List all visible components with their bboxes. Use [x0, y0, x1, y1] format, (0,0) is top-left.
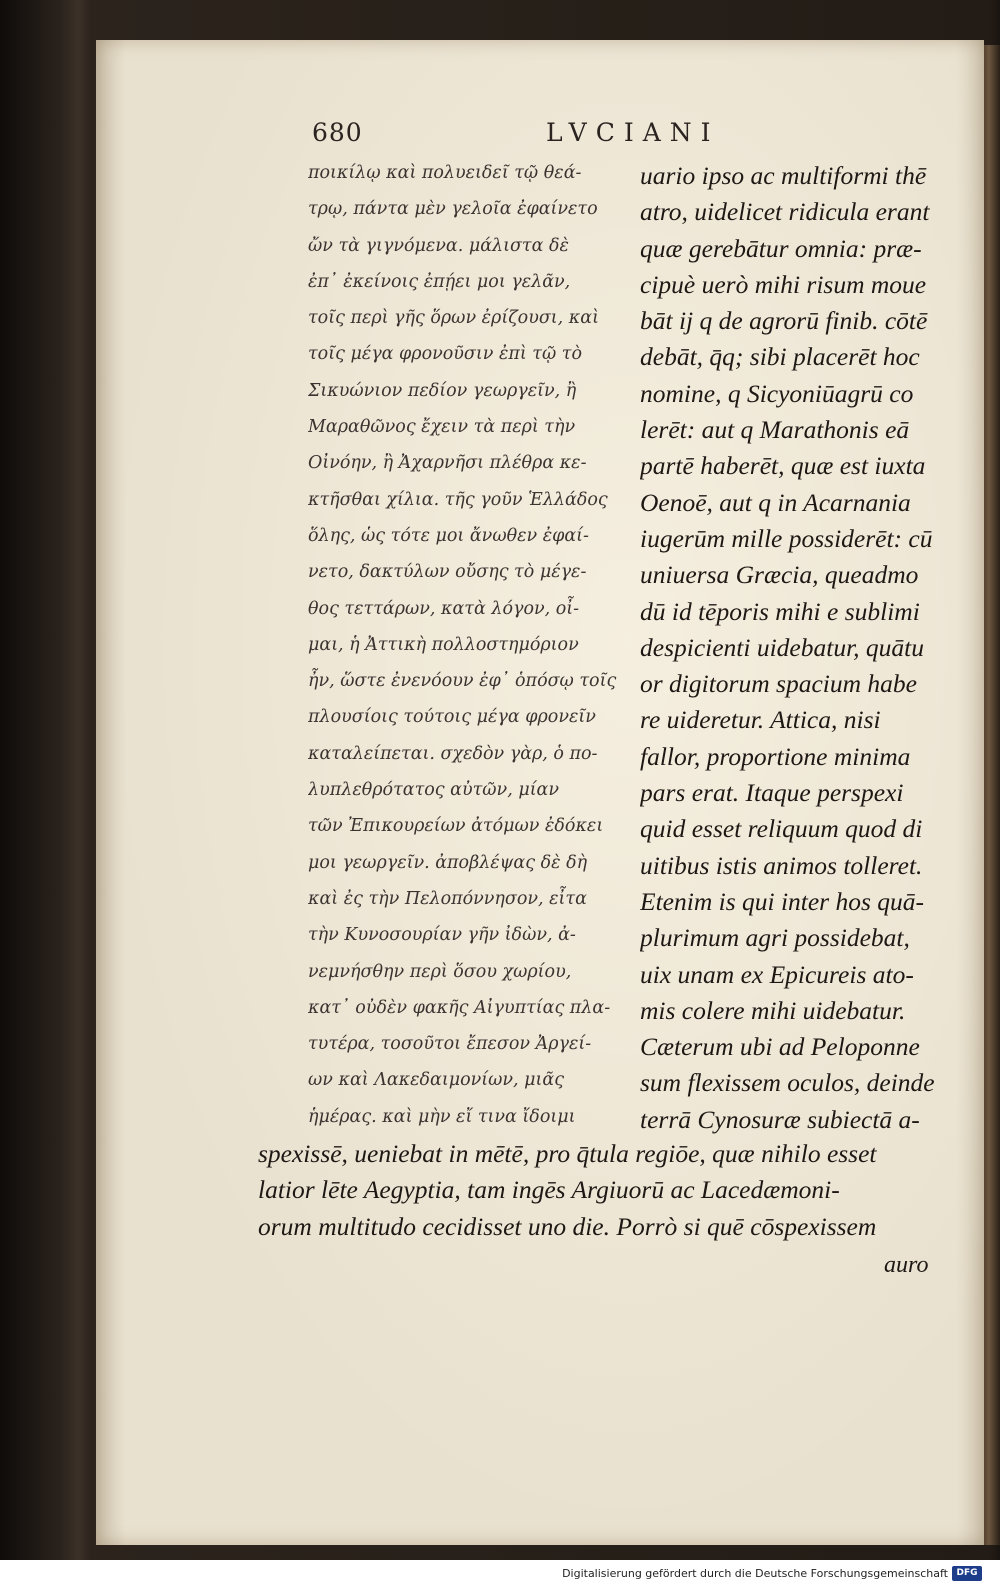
- latin-text-line: debāt, q̄q; sibi placerēt hoc: [640, 342, 920, 372]
- greek-text-line: ὤν τὰ γιγνόμενα. μάλιστα δὲ: [308, 235, 569, 256]
- greek-text-line: κατ᾽ οὐδὲν φακῆς Αἰγυπτίας πλα-: [308, 997, 611, 1018]
- greek-text-line: νετο, δακτύλων οὔσης τὸ μέγε-: [308, 562, 587, 583]
- greek-text-line: ποικίλῳ καὶ πολυειδεῖ τῷ θεά-: [308, 163, 582, 183]
- full-width-text-block: [258, 1136, 958, 1245]
- latin-text-line: despicienti uidebatur, quātu: [640, 632, 925, 662]
- greek-text-line: κτῆσθαι χίλια. τῆς γοῦν Ἑλλάδος: [308, 489, 608, 510]
- latin-text-line: quid esset reliquum quod di: [640, 814, 923, 844]
- latin-text-line: Oenoē, aut q in Acarnania: [640, 487, 911, 517]
- latin-text-line: uario ipso ac multiformi thē: [640, 161, 927, 190]
- greek-text-line: καταλείπεται. σχεδὸν γὰρ, ὁ πο-: [308, 743, 598, 764]
- latin-text-line: Etenim is qui inter hos quā-: [640, 886, 925, 916]
- latin-text-column: [640, 158, 950, 1138]
- greek-text-line: ἦν, ὥστε ἐνενόουν ἐφ᾽ ὁπόσῳ τοῖς: [308, 671, 617, 692]
- latin-text-line: pars erat. Itaque perspexi: [640, 778, 904, 808]
- greek-text-line: ων καὶ Λακεδαιμονίων, μιᾶς: [308, 1070, 565, 1091]
- latin-text-line: lerēt: aut q Marathonis eā: [640, 415, 910, 445]
- greek-text-line: καὶ ἐς τὴν Πελοπόννησον, εἶτα: [308, 888, 587, 909]
- greek-text-line: πλουσίοις τούτοις μέγα φρονεῖν: [308, 707, 596, 728]
- page-number: 680: [312, 118, 363, 147]
- catchword: auro: [884, 1252, 929, 1278]
- greek-text-line: τοῖς μέγα φρονοῦσιν ἐπὶ τῷ τὸ: [308, 344, 582, 365]
- greek-text-column: [308, 155, 624, 1135]
- latin-text-line: nomine, q Sicyoniūagrū co: [640, 378, 914, 408]
- dfg-logo-icon: DFG: [952, 1566, 982, 1581]
- latin-text-line: re uideretur. Attica, nisi: [640, 705, 881, 735]
- latin-text-line: mis colere mihi uidebatur.: [640, 995, 906, 1025]
- latin-text-line: plurimum agri possidebat,: [640, 923, 910, 953]
- greek-text-line: τῶν Ἐπικουρείων ἀτόμων ἐδόκει: [308, 816, 604, 837]
- latin-text-line: orum multitudo cecidisset uno die. Porrò si quē cōspexissem: [258, 1211, 877, 1241]
- page-header: [0, 118, 1000, 158]
- running-title: LVCIANI: [546, 118, 720, 147]
- latin-text-line: dū id tēporis mihi e sublimi: [640, 596, 920, 626]
- greek-text-line: Σικυώνιον πεδίον γεωργεῖν, ἢ: [308, 380, 577, 401]
- greek-text-line: μαι, ἡ Ἀττικὴ πολλοστημόριον: [308, 634, 579, 655]
- greek-text-line: τρῳ, πάντα μὲν γελοῖα ἐφαίνετο: [308, 199, 598, 220]
- greek-text-line: τυτέρα, τοσοῦτοι ἔπεσον Ἀργεί-: [308, 1034, 592, 1055]
- latin-text-line: fallor, proportione minima: [640, 741, 911, 771]
- latin-text-line: cipuè uerò mihi risum moue: [640, 269, 927, 299]
- latin-text-line: or digitorum spacium habe: [640, 669, 917, 699]
- greek-text-line: Οἰνόην, ἢ Ἀχαρνῆσι πλέθρα κε-: [308, 453, 587, 474]
- latin-text-line: uix unam ex Epicureis ato-: [640, 959, 914, 989]
- greek-text-line: τοῖς περὶ γῆς ὅρων ἐρίζουσι, καὶ: [308, 308, 599, 329]
- latin-text-line: atro, uidelicet ridicula erant: [640, 197, 930, 227]
- latin-text-line: uniuersa Græcia, queadmo: [640, 560, 919, 590]
- footer-bar: [0, 1560, 1000, 1590]
- greek-text-line: νεμνήσθην περὶ ὅσου χωρίου,: [308, 961, 572, 982]
- latin-text-line: spexissē, ueniebat in mētē, pro q̄tula regiōe, quæ nihilo esset: [258, 1139, 877, 1168]
- greek-text-line: λυπλεθρότατος αὐτῶν, μίαν: [308, 780, 560, 801]
- latin-text-line: partē haberēt, quæ est iuxta: [640, 451, 926, 481]
- greek-text-line: μοι γεωργεῖν. ἀποβλέψας δὲ δὴ: [308, 852, 588, 873]
- latin-text-line: iugerūm mille possiderēt: cū: [640, 523, 933, 553]
- latin-text-line: quæ gerebātur omnia: præ-: [640, 233, 922, 263]
- footer-credit: Digitalisierung gefördert durch die Deutsche Forschungsgemeinschaft: [562, 1567, 948, 1580]
- latin-text-line: latior lēte Aegyptia, tam ingēs Argiuorū ac Lacedæmoni-: [258, 1175, 840, 1205]
- greek-text-line: ἡμέρας. καὶ μὴν εἴ τινα ἴδοιμι: [308, 1106, 576, 1127]
- greek-text-line: ἐπ᾽ ἐκείνοις ἐπῄει μοι γελᾶν,: [308, 271, 571, 292]
- latin-text-line: Cæterum ubi ad Peloponne: [640, 1032, 920, 1062]
- latin-text-line: uitibus istis animos tolleret.: [640, 850, 923, 880]
- greek-text-line: ὅλης, ὡς τότε μοι ἄνωθεν ἐφαί-: [308, 525, 589, 546]
- latin-text-line: bāt ij q de agrorū finib. cōtē: [640, 306, 928, 336]
- greek-text-line: Μαραθῶνος ἔχειν τὰ περὶ τὴν: [308, 417, 576, 438]
- latin-text-line: terrā Cynosuræ subiectā a-: [640, 1104, 920, 1134]
- greek-text-line: τὴν Κυνοσουρίαν γῆν ἰδὼν, ἀ-: [308, 925, 576, 946]
- greek-text-line: θος τεττάρων, κατὰ λόγον, οἶ-: [308, 598, 580, 619]
- latin-text-line: sum flexissem oculos, deinde: [640, 1068, 935, 1098]
